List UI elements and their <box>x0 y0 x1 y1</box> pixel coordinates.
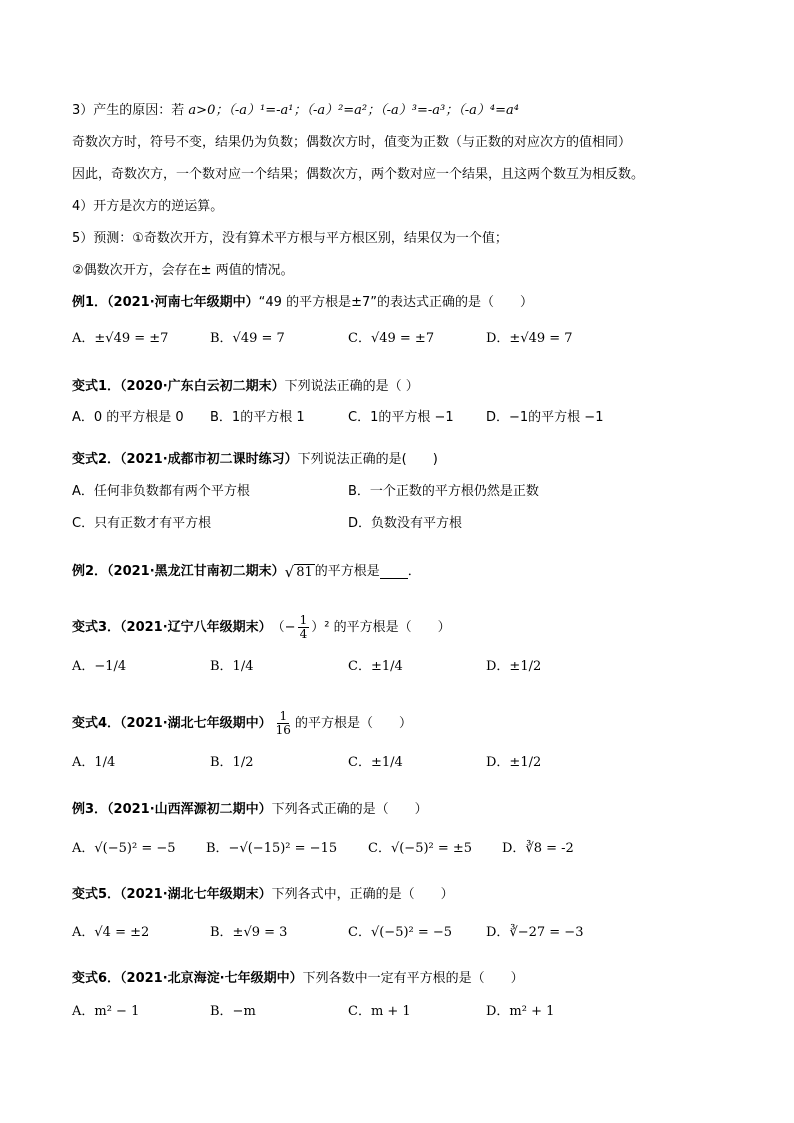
radicand: 81 <box>296 565 313 580</box>
option-b[interactable]: B．√49 = 7 <box>210 331 285 346</box>
option-b[interactable]: B．−√(−15)² = −15 <box>206 841 338 856</box>
answer-blank[interactable] <box>380 566 408 579</box>
variant-1-stem: 下列说法正确的是（ ） <box>284 379 419 394</box>
variant-3-question <box>72 614 451 641</box>
option-b[interactable]: B．−m <box>210 1004 256 1019</box>
option-b[interactable]: B．±√9 = 3 <box>210 925 288 940</box>
fraction <box>298 614 310 641</box>
example-3-label: 例3．（2021·山西浑源初二期中） <box>72 802 272 817</box>
example-1-label: 例1．（2021·河南七年级期中） <box>72 295 259 310</box>
option-b[interactable]: B．1/4 <box>210 659 254 674</box>
denominator: 16 <box>275 723 291 737</box>
example-2-stem: 的平方根是 <box>314 564 380 579</box>
example-3-question <box>72 801 428 819</box>
option-a[interactable]: A．1/4 <box>72 755 116 770</box>
example-2-label: 例2．（2021·黑龙江甘南初二期末） <box>72 564 285 579</box>
option-d[interactable]: D．±1/2 <box>486 659 542 674</box>
option-c[interactable]: C．m + 1 <box>348 1004 411 1019</box>
fraction <box>274 710 293 737</box>
variant-3-options <box>72 656 732 678</box>
variant-4-stem: 的平方根是（ ） <box>294 715 412 731</box>
example-1-options <box>72 328 732 350</box>
option-d[interactable]: D．∛−27 = −3 <box>486 925 584 940</box>
variant-2-stem: 下列说法正确的是( ) <box>297 452 438 467</box>
numerator: 1 <box>279 709 288 723</box>
variant-5-stem: 下列各式中，正确的是（ ） <box>271 887 454 902</box>
variant-2-label: 变式2．（2021·成都市初二课时练习） <box>72 452 298 467</box>
variant-2-options-row1 <box>72 481 732 503</box>
option-b[interactable]: B．1/2 <box>210 755 254 770</box>
variant-1-label: 变式1．（2020·广东白云初二期末） <box>72 379 285 394</box>
example-3-options <box>72 838 732 860</box>
option-b[interactable]: B．一个正数的平方根仍然是正数 <box>348 484 539 499</box>
example-2-question <box>72 563 421 581</box>
option-d[interactable]: D．−1的平方根 −1 <box>486 410 604 425</box>
note-5a: 5）预测：①奇数次开方，没有算术平方根与平方根区别，结果仅为一个值； <box>72 231 508 246</box>
option-c[interactable]: C．√49 = ±7 <box>348 331 435 346</box>
variant-3-label: 变式3．（2021·辽宁八年级期末） <box>72 619 272 635</box>
denominator: 4 <box>299 627 308 641</box>
option-d[interactable]: D．∛8 = -2 <box>502 841 574 856</box>
variant-4-options <box>72 752 732 774</box>
example-3-stem: 下列各式正确的是（ ） <box>271 802 428 817</box>
option-a[interactable]: A．±√49 = ±7 <box>72 331 169 346</box>
example-1-stem: “49 的平方根是±7”的表达式正确的是（ ） <box>258 295 533 310</box>
note-5b: ②偶数次开方，会存在± 两值的情况。 <box>72 263 294 278</box>
note-3-formula: a>0；（-a）¹=-a¹；（-a）²=a²；（-a）³=-a³；（-a）⁴=a⁴ <box>188 103 519 118</box>
variant-6-question <box>72 970 524 988</box>
option-d[interactable]: D．±1/2 <box>486 755 542 770</box>
option-d[interactable]: D．m² + 1 <box>486 1004 555 1019</box>
example-2-end: ． <box>407 564 421 579</box>
option-c[interactable]: C．√(−5)² = ±5 <box>368 841 473 856</box>
option-b[interactable]: B．1的平方根 1 <box>210 410 305 425</box>
sqrt-expression: √ 81 <box>284 563 313 581</box>
option-a[interactable]: A．√4 = ±2 <box>72 925 150 940</box>
note-3b: 奇数次方时，符号不变，结果仍为负数；偶数次方时，值变为正数（与正数的对应次方的值相同） <box>72 135 632 150</box>
variant-6-options <box>72 1001 732 1023</box>
option-c[interactable]: C．√(−5)² = −5 <box>348 925 453 940</box>
variant-4-question <box>72 710 412 737</box>
variant-6-stem: 下列各数中一定有平方根的是（ ） <box>302 971 524 986</box>
option-c[interactable]: C．±1/4 <box>348 755 403 770</box>
option-a[interactable]: A．任何非负数都有两个平方根 <box>72 484 250 499</box>
option-c[interactable]: C．只有正数才有平方根 <box>72 516 212 531</box>
note-3 <box>72 102 519 120</box>
variant-4-label: 变式4．（2021·湖北七年级期中） <box>72 715 272 731</box>
option-a[interactable]: A．0 的平方根是 0 <box>72 410 184 425</box>
option-c[interactable]: C．1的平方根 −1 <box>348 410 454 425</box>
variant-2-options-row2 <box>72 513 732 535</box>
option-a[interactable]: A．−1/4 <box>72 659 127 674</box>
note-4: 4）开方是次方的逆运算。 <box>72 199 224 214</box>
option-a[interactable]: A．m² − 1 <box>72 1004 140 1019</box>
option-c[interactable]: C．±1/4 <box>348 659 403 674</box>
variant-2-question <box>72 451 438 469</box>
option-d[interactable]: D．负数没有平方根 <box>348 516 463 531</box>
option-d[interactable]: D．±√49 = 7 <box>486 331 573 346</box>
numerator: 1 <box>299 613 308 627</box>
variant-1-options <box>72 407 732 429</box>
variant-5-question <box>72 886 454 904</box>
expr-post: ）² 的平方根是（ ） <box>311 619 451 635</box>
example-1-question <box>72 294 533 312</box>
variant-5-label: 变式5．（2021·湖北七年级期末） <box>72 887 272 902</box>
note-3c: 因此，奇数次方，一个数对应一个结果；偶数次方，两个数对应一个结果，且这两个数互为相反数。 <box>72 167 645 182</box>
variant-1-question <box>72 378 419 396</box>
option-a[interactable]: A．√(−5)² = −5 <box>72 841 176 856</box>
note-3-label: 3）产生的原因：若 <box>72 103 185 118</box>
variant-6-label: 变式6．（2021·北京海淀·七年级期中） <box>72 971 303 986</box>
variant-5-options <box>72 922 732 944</box>
expr-pre: （− <box>271 619 296 635</box>
